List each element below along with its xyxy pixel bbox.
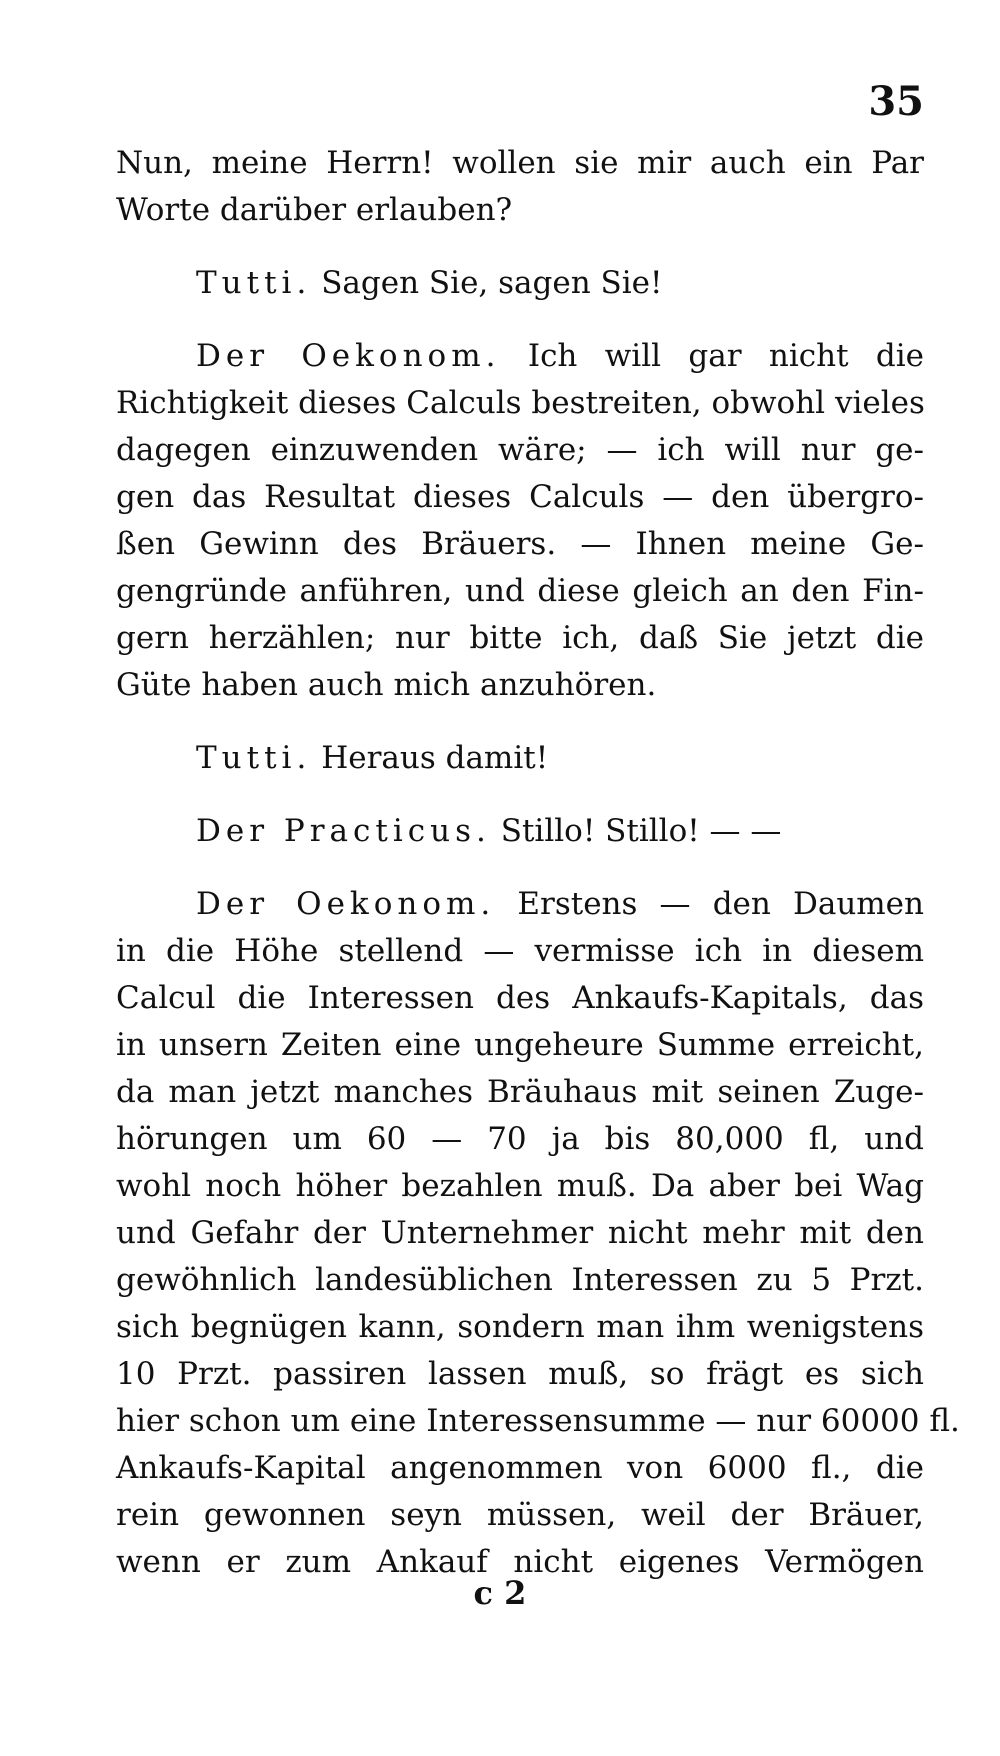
sheet-signature: c 2 [473,1574,527,1612]
speech-text: Erstens — den Daumen [517,886,924,922]
paragraph-practicus [116,808,924,855]
text-line: Worte darüber erlauben? [116,192,513,228]
paragraph-gap [116,307,924,333]
text-line: Calcul die Interessen des Ankaufs-Kapitals, das [116,980,924,1016]
text-line: da man jetzt manches Bräuhaus mit seinen Zuge- [116,1074,924,1110]
paragraph-gap [116,782,924,808]
paragraph-gap [116,234,924,260]
paragraph-tutti-1 [116,260,924,307]
text-line: Richtigkeit dieses Calculs bestreiten, obwohl vieles [116,385,925,421]
text-line: Nun, meine Herrn! wollen sie mir auch ein Par [116,145,924,181]
speech-text: Ich will gar nicht die [527,338,924,374]
text-line: Güte haben auch mich anzuhören. [116,667,657,703]
text-line [116,260,924,307]
text-line: hier schon um eine Interessensumme — nur 60000 fl. [116,1403,960,1439]
speaker-name: Der Oekonom. [196,338,501,374]
text-line [116,808,924,855]
text-line: gewöhnlich landesüblichen Interessen zu 5 Przt. [116,1262,924,1298]
speaker-name: Tutti. [196,265,312,301]
text-line [116,333,924,380]
speech-text: Sagen Sie, sagen Sie! [321,265,663,301]
text-line: dagegen einzuwenden wäre; — ich will nur ge- [116,432,924,468]
paragraph-oekonom-1 [116,333,924,709]
text-line [116,735,924,782]
text-line [116,881,924,928]
text-line: Ankaufs-Kapital angenommen von 6000 fl., die [116,1450,924,1486]
paragraph-intro [116,140,924,234]
text-line: hörungen um 60 — 70 ja bis 80,000 fl, und [116,1121,924,1157]
text-line: und Gefahr der Unternehmer nicht mehr mit den [116,1215,924,1251]
speaker-name: Der Practicus. [196,813,491,849]
text-line: gen das Resultat dieses Calculs — den übergro- [116,479,924,515]
page-text [116,140,960,1586]
paragraph-oekonom-2 [116,881,960,1586]
text-line: sich begnügen kann, sondern man ihm wenigstens [116,1309,924,1345]
text-line: in die Höhe stellend — vermisse ich in diesem [116,933,924,969]
speaker-name: Der Oekonom. [196,886,496,922]
text-line: ßen Gewinn des Bräuers. — Ihnen meine Ge- [116,526,924,562]
speaker-name: Tutti. [196,740,312,776]
text-line: wohl noch höher bezahlen muß. Da aber bei Wag [116,1168,924,1204]
text-line: gern herzählen; nur bitte ich, daß Sie jetzt die [116,620,924,656]
speech-text: Stillo! Stillo! — — [500,813,782,849]
paragraph-tutti-2 [116,735,924,782]
text-line: 10 Przt. passiren lassen muß, so frägt es sich [116,1356,924,1392]
text-line: wenn er zum Ankauf nicht eigenes Vermögen [116,1544,924,1580]
text-line: rein gewonnen seyn müssen, weil der Bräuer, [116,1497,924,1533]
text-line: in unsern Zeiten eine ungeheure Summe erreicht, [116,1027,924,1063]
text-line: gengründe anführen, und diese gleich an den Fin- [116,573,924,609]
paragraph-gap [116,855,924,881]
paragraph-gap [116,709,924,735]
page-number: 35 [868,78,924,125]
speech-text: Heraus damit! [321,740,549,776]
